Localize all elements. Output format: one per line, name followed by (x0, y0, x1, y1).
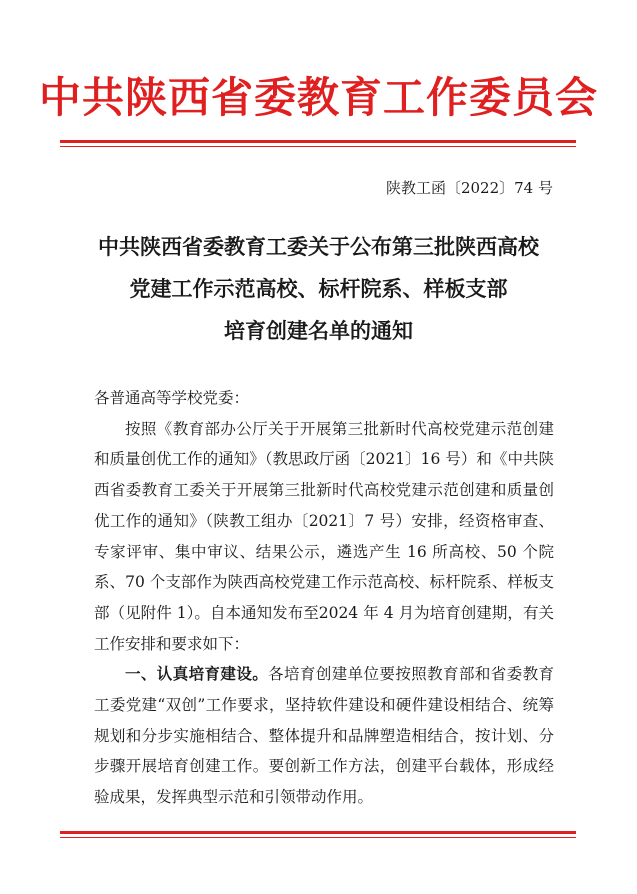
masthead-red-rule (60, 140, 576, 143)
title-line-3: 培育创建名单的通知 (224, 318, 413, 343)
paragraph-intro: 按照《教育部办公厅关于开展第三批新时代高校党建示范创建和质量创优工作的通知》（教思政厅函〔2021〕16 号）和《中共陕西省委教育工委关于开展第三批新时代高校党建示范创建和质量创优工作的通知》（陕教工组办〔2021〕7 号）安排，经资格审查、专家评审、集中审议、结果公示，遴选产生 16 所高校、50 个院系、70 个支部作为陕西高校党建工作示范高校、标杆院系、样板支部（见附件 1）。自本通知发布至2024 年 4 月为培育创建期，有关工作安排和要求如下： (94, 419, 554, 653)
paragraph-section-1 (94, 659, 554, 813)
document-number: 陕教工函〔2022〕74 号 (385, 179, 553, 197)
title-line-2: 党建工作示范高校、标杆院系、样板支部 (129, 276, 508, 301)
section-1-text: 各培育创建单位要按照教育部和省委教育工委党建“双创”工作要求，坚持软件建设和硬件建设相结合、统筹规划和分步实施相结合、整体提升和品牌塑造相结合，按计划、分步骤开展培育创建工作。要创新工作方法，创建平台载体，形成经验成果，发挥典型示范和引领带动作用。 (94, 665, 554, 807)
title-line-1: 中共陕西省委教育工委关于公布第三批陕西高校 (98, 234, 539, 259)
footer-red-rule-thin (60, 837, 576, 838)
masthead-red-rule-thin (60, 146, 576, 147)
footer-red-rule (60, 831, 576, 834)
salutation: 各普通高等学校党委： (94, 389, 250, 407)
document-title (0, 226, 637, 352)
section-1-heading: 一、认真培育建设。 (125, 664, 269, 684)
red-masthead: 中共陕西省委教育工作委员会 (38, 73, 598, 122)
document-body (94, 383, 554, 813)
